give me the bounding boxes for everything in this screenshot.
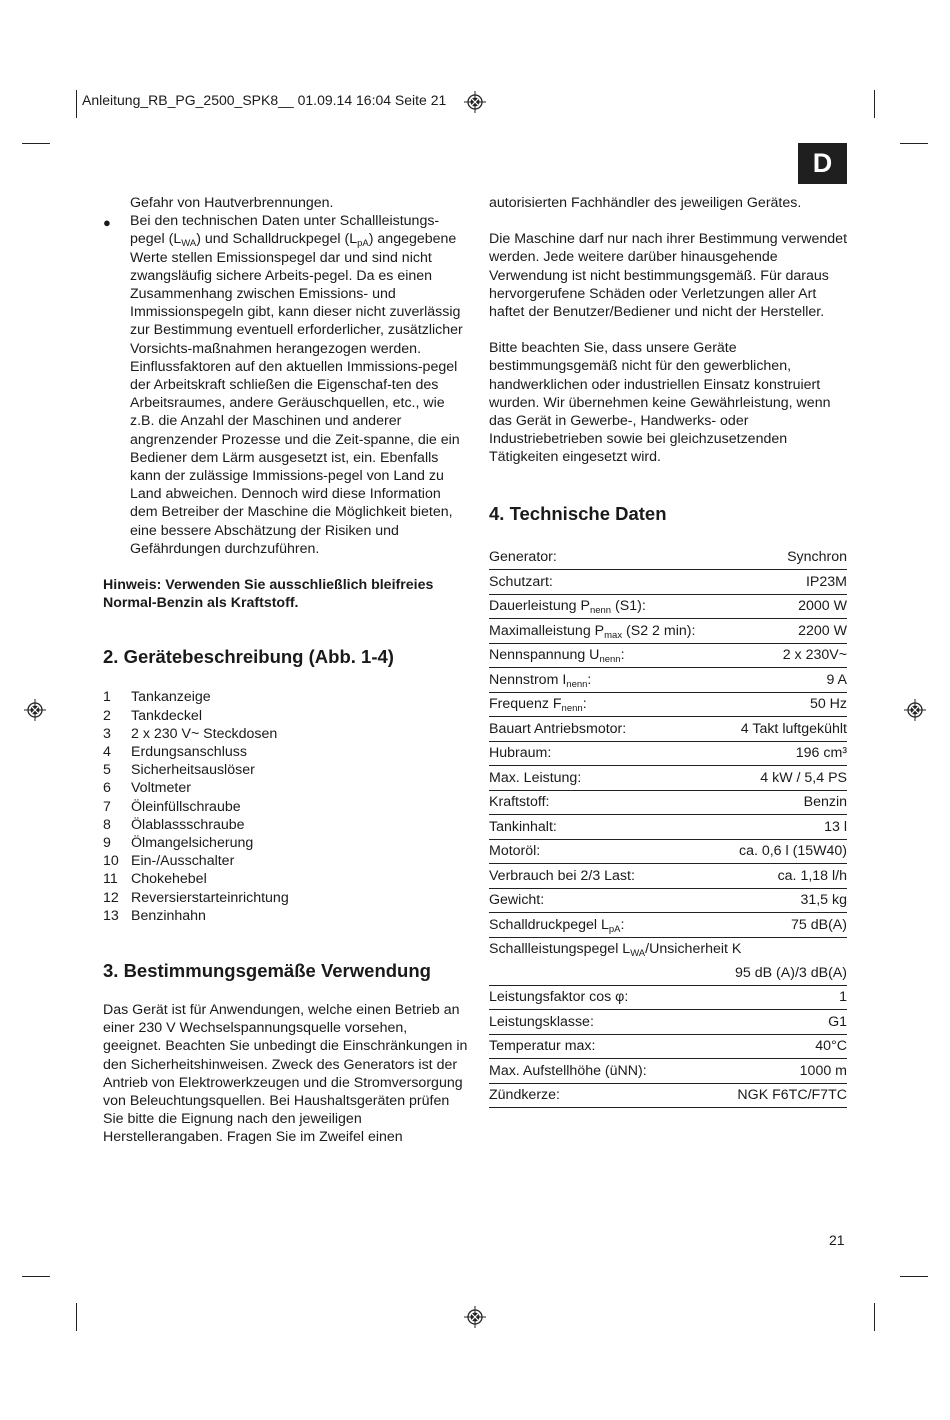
item-number: 12	[103, 889, 119, 906]
spec-label: Verbrauch bei 2/3 Last:	[489, 864, 721, 889]
spec-label: Zündkerze:	[489, 1083, 721, 1108]
spec-label: Maximalleistung $P_{max}$ (S2 2 min):	[489, 619, 721, 644]
item-number: 4	[103, 744, 111, 761]
item-label: Benzinhahn	[131, 907, 206, 924]
hint-note: Hinweis: Verwenden Sie ausschließlich bleifreies Normal-Benzin als Kraftstoff.	[103, 577, 434, 612]
spec-value: 13 l	[721, 815, 847, 840]
table-row	[489, 594, 847, 619]
spec-label: Generator:	[489, 546, 721, 570]
crop-mark	[22, 143, 50, 144]
spec-value: 9 A	[721, 668, 847, 693]
crop-mark	[874, 90, 875, 118]
table-row	[489, 643, 847, 668]
list-item	[103, 688, 468, 706]
table-row	[489, 1034, 847, 1059]
crop-mark	[76, 1303, 77, 1331]
crop-mark	[900, 143, 928, 144]
registration-mark-icon	[464, 91, 486, 113]
spec-value: 196 cm³	[721, 741, 847, 766]
list-item	[103, 852, 468, 870]
list-item	[103, 761, 468, 779]
item-label: Ölmangelsicherung	[131, 834, 254, 851]
bullet-icon: ●	[103, 215, 111, 231]
item-number: 2	[103, 707, 111, 724]
list-item	[103, 870, 468, 888]
parts-list	[103, 688, 468, 924]
spec-value: 75 dB(A)	[721, 913, 847, 938]
table-row	[489, 668, 847, 693]
table-row	[489, 619, 847, 644]
table-row	[489, 692, 847, 717]
item-label: Voltmeter	[131, 780, 191, 797]
spec-value: 1	[721, 985, 847, 1010]
item-label: Tankdeckel	[131, 707, 202, 724]
item-label: Reversierstarteinrichtung	[131, 889, 289, 906]
table-row	[489, 1083, 847, 1108]
spec-label: Schallleistungspegel $L_{WA}$/Unsicherheit K	[489, 941, 742, 960]
table-row	[489, 1059, 847, 1084]
table-row	[489, 913, 847, 938]
table-row	[489, 790, 847, 815]
registration-mark-icon	[464, 1306, 486, 1328]
spec-label: Gewicht:	[489, 888, 721, 913]
paragraph: autorisierten Fachhändler des jeweiligen Gerätes.	[489, 195, 802, 211]
spec-value: 50 Hz	[721, 692, 847, 717]
item-label: Ein-/Ausschalter	[131, 853, 235, 870]
spec-value: 31,5 kg	[721, 888, 847, 913]
item-label: Chokehebel	[131, 871, 207, 888]
list-item	[103, 779, 468, 797]
spec-value: G1	[721, 1010, 847, 1035]
item-number: 8	[103, 816, 111, 833]
language-tab: D	[798, 143, 847, 184]
print-header: Anleitung_RB_PG_2500_SPK8__ 01.09.14 16:04 Seite 21	[82, 92, 447, 108]
spec-value: ca. 1,18 l/h	[721, 864, 847, 889]
spec-label: Dauerleistung $P_{nenn}$ (S1):	[489, 594, 721, 619]
item-label: Tankanzeige	[131, 689, 211, 706]
crop-mark	[76, 90, 77, 118]
registration-mark-icon	[24, 699, 46, 721]
item-number: 1	[103, 689, 111, 706]
table-row	[489, 766, 847, 791]
spec-value: 2200 W	[721, 619, 847, 644]
table-row	[489, 937, 847, 961]
spec-value: 4 Takt luftgekühlt	[721, 717, 847, 742]
spec-value: 2000 W	[721, 594, 847, 619]
paragraph: Gefahr von Hautverbrennungen.	[130, 195, 334, 211]
spec-label: Tankinhalt:	[489, 815, 721, 840]
item-number: 6	[103, 780, 111, 797]
spec-value: ca. 0,6 l (15W40)	[721, 839, 847, 864]
item-number: 7	[103, 798, 111, 815]
spec-label: Schutzart:	[489, 570, 721, 595]
right-column	[489, 194, 847, 1108]
table-row	[489, 570, 847, 595]
spec-label: Leistungsfaktor cos φ:	[489, 985, 721, 1010]
table-row	[489, 1010, 847, 1035]
spec-value: 40°C	[721, 1034, 847, 1059]
spec-label: Kraftstoff:	[489, 790, 721, 815]
spec-label: Hubraum:	[489, 741, 721, 766]
item-number: 11	[103, 871, 118, 888]
table-row	[489, 864, 847, 889]
paragraph: Bitte beachten Sie, dass unsere Geräte bestimmungsgemäß nicht für den gewerblichen, handwerklichen oder industriellen Einsatz konstruiert wurden. Wir übernehmen keine Gewährleistung, wenn das Gerät in Gewerbe-, Handwerks- oder Industriebetrieben sowie bei gleichzusetzenden Tätigkeiten eingesetzt wird.	[489, 340, 831, 466]
spec-label: Bauart Antriebsmotor:	[489, 717, 721, 742]
spec-label: Max. Aufstellhöhe (üNN):	[489, 1059, 721, 1084]
crop-mark	[900, 1276, 928, 1277]
list-item	[103, 725, 468, 743]
left-column	[103, 194, 468, 1147]
spec-value: 4 kW / 5,4 PS	[721, 766, 847, 791]
item-label: Ölablassschraube	[131, 816, 245, 833]
spec-label: Temperatur max:	[489, 1034, 721, 1059]
spec-label: Nennstrom $I_{nenn}$:	[489, 668, 721, 693]
section-title: 2. Gerätebeschreibung (Abb. 1-4)	[103, 646, 394, 668]
spec-value: 2 x 230V~	[721, 643, 847, 668]
table-row	[489, 546, 847, 570]
spec-value: Synchron	[721, 546, 847, 570]
item-label: Erdungsanschluss	[131, 744, 247, 761]
spec-label: Max. Leistung:	[489, 766, 721, 791]
item-number: 9	[103, 834, 111, 851]
table-row	[489, 741, 847, 766]
spec-value: NGK F6TC/F7TC	[721, 1083, 847, 1108]
spec-label: Frequenz $F_{nenn}$:	[489, 692, 721, 717]
spec-value: IP23M	[721, 570, 847, 595]
list-item	[103, 707, 468, 725]
list-item	[103, 907, 468, 925]
list-item	[103, 816, 468, 834]
item-number: 5	[103, 762, 111, 779]
table-row	[489, 839, 847, 864]
specs-table	[489, 546, 847, 1109]
spec-value: 1000 m	[721, 1059, 847, 1084]
list-item	[103, 798, 468, 816]
table-row	[489, 888, 847, 913]
list-item	[103, 743, 468, 761]
item-number: 13	[103, 907, 119, 924]
list-item	[103, 889, 468, 907]
spec-label: Schalldruckpegel $L_{pA}$:	[489, 913, 721, 938]
item-label: Öleinfüllschraube	[131, 798, 241, 815]
registration-mark-icon	[904, 699, 926, 721]
table-row	[489, 985, 847, 1010]
table-row	[489, 815, 847, 840]
page-number: 21	[829, 1232, 845, 1248]
section-title: 3. Bestimmungsgemäße Verwendung	[103, 959, 431, 981]
item-label: 2 x 230 V~ Steckdosen	[131, 725, 278, 742]
table-row	[489, 717, 847, 742]
paragraph: Die Maschine darf nur nach ihrer Bestimmung verwendet werden. Jede weitere darüber hinausgehende Verwendung ist nicht bestimmungsgemäß. Für daraus hervorgerufene Schäden oder Verletzungen aller Art haftet der Benutzer/Bediener und nicht der Hersteller.	[489, 231, 848, 321]
spec-label: Nennspannung $U_{nenn}$:	[489, 643, 721, 668]
item-number: 3	[103, 725, 111, 742]
spec-label: Leistungsklasse:	[489, 1010, 721, 1035]
table-row	[489, 961, 847, 985]
crop-mark	[22, 1276, 50, 1277]
list-item	[103, 834, 468, 852]
crop-mark	[874, 1303, 875, 1331]
item-label: Sicherheitsauslöser	[131, 762, 255, 779]
paragraph: Das Gerät ist für Anwendungen, welche einen Betrieb an einer 230 V Wechselspannungsquelle vorsehen, geeignet. Beachten Sie unbedingt die Einschränkungen in den Sicherheitshinweisen. Zweck des Generators ist der Antrieb von Elektrowerkzeugen und die Stromversorgung von Beleuchtungsquellen. Bei Haushaltsgeräten prüfen Sie bitte die Eignung nach den jeweiligen Herstellerangaben. Fragen Sie im Zweifel einen	[103, 1001, 468, 1146]
spec-value: Benzin	[721, 790, 847, 815]
section-title: 4. Technische Daten	[489, 502, 667, 524]
spec-label: Motoröl:	[489, 839, 721, 864]
spec-value: 95 dB (A)/3 dB(A)	[721, 961, 847, 985]
item-number: 10	[103, 853, 119, 870]
bullet-paragraph: ● Bei den technischen Daten unter Schallleistungs-pegel $(L_{WA})$ und Schalldruckpegel $(L_{pA})$ angegebene Werte stellen Emissionspegel dar und sind nicht zwangsläufig sichere Arbeits-pegel. Da es einen Zusammenhang zwischen Emissions- und Immissionspegeln gibt, kann dieser nicht zuverlässig zur Bestimmung eventuell erforderlicher, zusätzlicher Vorsichts-maßnahmen herangezogen werden. Einflussfaktoren auf den aktuellen Immissions-pegel der Arbeitskraft schließen die Eigenschaf-ten des Arbeitsraumes, andere Geräuschquellen, etc., wie z.B. die Anzahl der Maschinen und anderer angrenzender Prozesse und die Zeit-spanne, die ein Bediener dem Lärm ausgesetzt ist, ein. Ebenfalls kann der zulässige Immissions-pegel von Land zu Land abweichen. Dennoch wird diese Information dem Betreiber der Maschine die Möglichkeit bieten, eine bessere Abschätzung der Risiken und Gefährdungen durchzuführen.	[103, 213, 463, 557]
